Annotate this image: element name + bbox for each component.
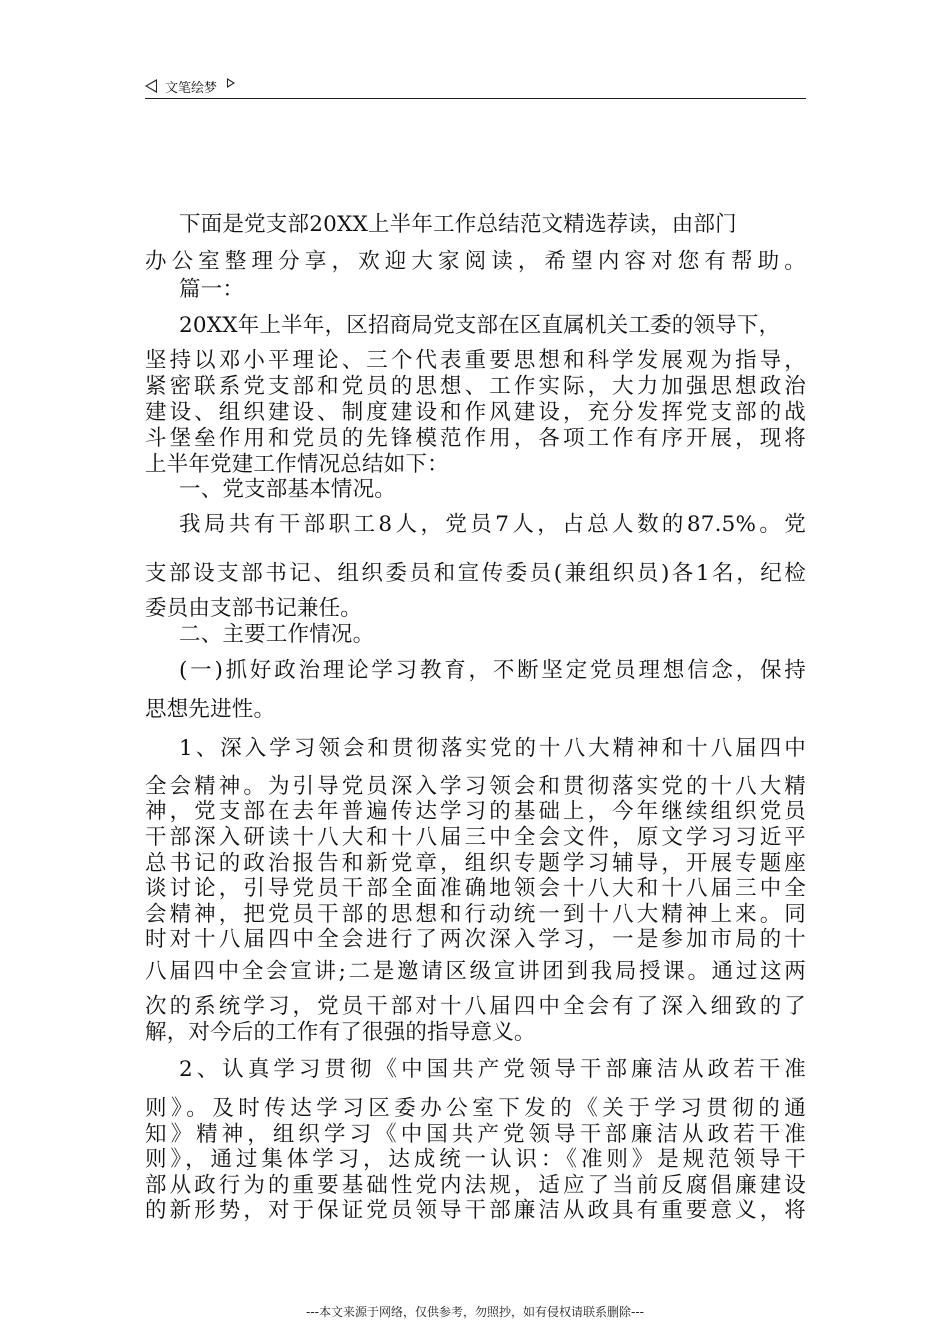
body-line: 全会精神。为引导党员深入学习领会和贯彻落实党的十八大精 [145,774,806,799]
body-line: 上半年党建工作情况总结如下： [145,452,449,477]
body-line: 则》，通过集体学习，达成统一认识：《准则》是规范领导干 [145,1147,806,1172]
body-line: 斗堡垒作用和党员的先锋模范作用，各项工作有序开展，现将 [145,426,806,451]
body-line: 会精神，把党员干部的思想和行动统一到十八大精神上来。同 [145,902,806,927]
body-line: 干部深入研读十八大和十八届三中全会文件，原文学习习近平 [145,825,806,850]
page-header [145,74,806,99]
header-brand: 文笔绘梦 [165,80,218,96]
body-line: 支部设支部书记、组织委员和宣传委员(兼组织员)各1名，纪检 [145,561,806,586]
body-line: 知》精神，组织学习《中国共产党领导干部廉洁从政若干准 [145,1122,806,1147]
body-line: 次的系统学习，党员干部对十八届四中全会有了深入细致的了 [145,994,806,1019]
body-line: 紧密联系党支部和党员的思想、工作实际，大力加强思想政治 [145,374,806,399]
body-line: 下面是党支部20XX上半年工作总结范文精选荐读，由部门 [179,212,737,237]
body-line: 神，党支部在去年普遍传达学习的基础上，今年继续组织党员 [145,799,806,824]
body-line: 时对十八届四中全会进行了两次深入学习，一是参加市局的十 [145,927,806,952]
body-line: 思想先进性。 [145,697,276,722]
body-line: 二、主要工作情况。 [179,622,375,647]
body-line: (一)抓好政治理论学习教育，不断坚定党员理想信念，保持 [179,658,806,683]
body-line: 的新形势，对于保证党员领导干部廉洁从政具有重要意义，将 [145,1198,806,1223]
body-line: 坚持以邓小平理论、三个代表重要思想和科学发展观为指导， [145,348,806,373]
footer-notice: ---本文来源于网络，仅供参考，勿照抄，如有侵权请联系删除--- [306,1305,644,1319]
body-line: 建设、组织建设、制度建设和作风建设，充分发挥党支部的战 [145,400,806,425]
body-line: 总书记的政治报告和新党章，组织专题学习辅导，开展专题座 [145,851,806,876]
body-line: 谈讨论，引导党员干部全面准确地领会十八大和十八届三中全 [145,876,806,901]
triangle-right-icon [227,78,235,88]
body-line: 解，对今后的工作有了很强的指导意义。 [145,1020,536,1045]
body-line: 一、党支部基本情况。 [179,477,397,502]
body-line: 1、深入学习领会和贯彻落实党的十八大精神和十八届四中 [179,736,806,761]
body-line: 篇一： [179,277,245,302]
body-line: 20XX年上半年，区招商局党支部在区直属机关工委的领导下， [179,313,781,338]
body-line: 八届四中全会宣讲;二是邀请区级宣讲团到我局授课。通过这两 [145,959,806,984]
triangle-left-icon [145,79,157,93]
body-line: 委员由支部书记兼任。 [145,596,363,621]
body-line: 2、认真学习贯彻《中国共产党领导干部廉洁从政若干准 [179,1057,806,1082]
body-line: 部从政行为的重要基础性党内法规，适应了当前反腐倡廉建设 [145,1173,806,1198]
body-line: 我局共有干部职工8人，党员7人，占总人数的87.5%。党 [179,512,806,537]
body-line: 办公室整理分享，欢迎大家阅读，希望内容对您有帮助。 [145,249,806,274]
body-line: 则》。及时传达学习区委办公室下发的《关于学习贯彻的通 [145,1096,806,1121]
